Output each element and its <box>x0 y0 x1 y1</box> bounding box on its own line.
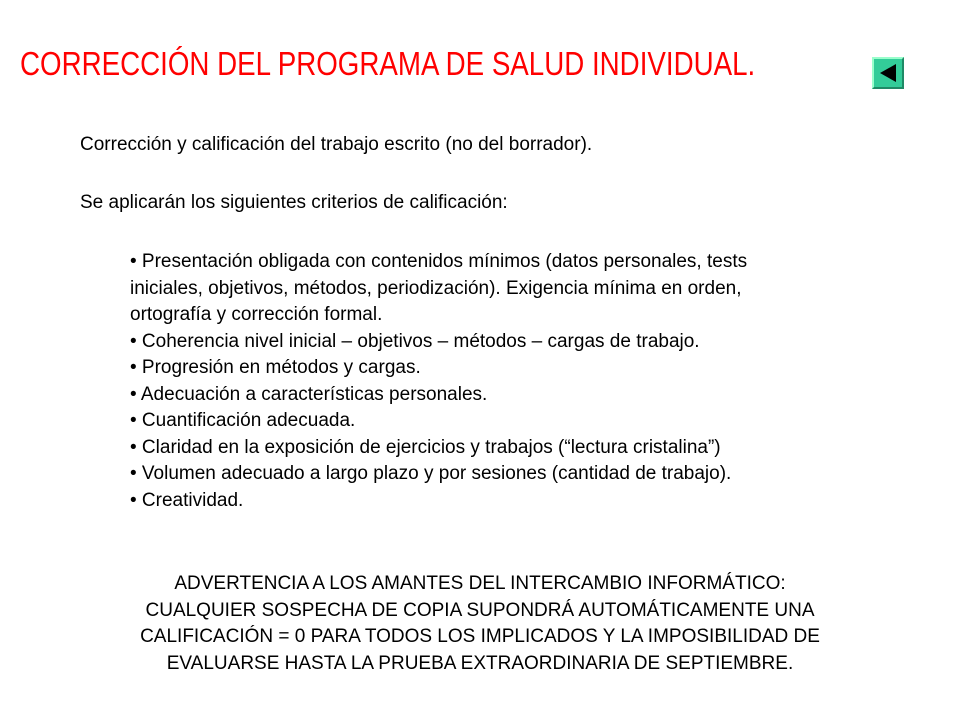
criteria-item-coherence <box>130 329 930 356</box>
back-button[interactable] <box>872 57 904 89</box>
criteria-line: • Cuantificación adecuada. <box>130 410 356 431</box>
criteria-item-presentation <box>130 249 930 329</box>
criteria-line: • Claridad en la exposición de ejercicios y trabajos (“lectura cristalina”) <box>130 436 721 458</box>
criteria-line: • Progresión en métodos y cargas. <box>130 357 421 378</box>
criteria-item-creativity <box>130 488 930 515</box>
criteria-item-clarity <box>130 435 930 462</box>
criteria-line: ortografía y corrección formal. <box>130 304 383 325</box>
criteria-line: iniciales, objetivos, métodos, periodización). Exigencia mínima en orden, <box>130 277 742 299</box>
warning-line: ADVERTENCIA A LOS AMANTES DEL INTERCAMBIO INFORMÁTICO: <box>174 573 786 594</box>
warning-line: CUALQUIER SOSPECHA DE COPIA SUPONDRÁ AUTOMÁTICAMENTE UNA <box>145 599 815 621</box>
intro-text-correction: Corrección y calificación del trabajo escrito (no del borrador). <box>80 134 593 155</box>
warning-line: CALIFICACIÓN = 0 PARA TODOS LOS IMPLICADOS Y LA IMPOSIBILIDAD DE <box>140 626 820 647</box>
criteria-line: • Presentación obligada con contenidos mínimos (datos personales, tests <box>130 251 748 272</box>
criteria-line: • Volumen adecuado a largo plazo y por sesiones (cantidad de trabajo). <box>130 463 732 484</box>
criteria-line: • Creatividad. <box>130 489 244 511</box>
warning-line: EVALUARSE HASTA LA PRUEBA EXTRAORDINARIA DE SEPTIEMBRE. <box>166 652 794 674</box>
criteria-list <box>130 249 930 514</box>
triangle-left-icon <box>877 62 899 84</box>
criteria-item-progression <box>130 355 930 382</box>
criteria-item-adequacy <box>130 382 930 409</box>
copy-warning <box>40 571 920 677</box>
slide-title: CORRECCIÓN DEL PROGRAMA DE SALUD INDIVIDUAL. <box>20 45 756 82</box>
criteria-item-quantification <box>130 408 930 435</box>
criteria-item-volume <box>130 461 930 488</box>
intro-text-criteria: Se aplicarán los siguientes criterios de calificación: <box>80 192 508 213</box>
criteria-line: • Coherencia nivel inicial – objetivos – métodos – cargas de trabajo. <box>130 330 700 352</box>
criteria-line: • Adecuación a características personales. <box>130 383 488 405</box>
